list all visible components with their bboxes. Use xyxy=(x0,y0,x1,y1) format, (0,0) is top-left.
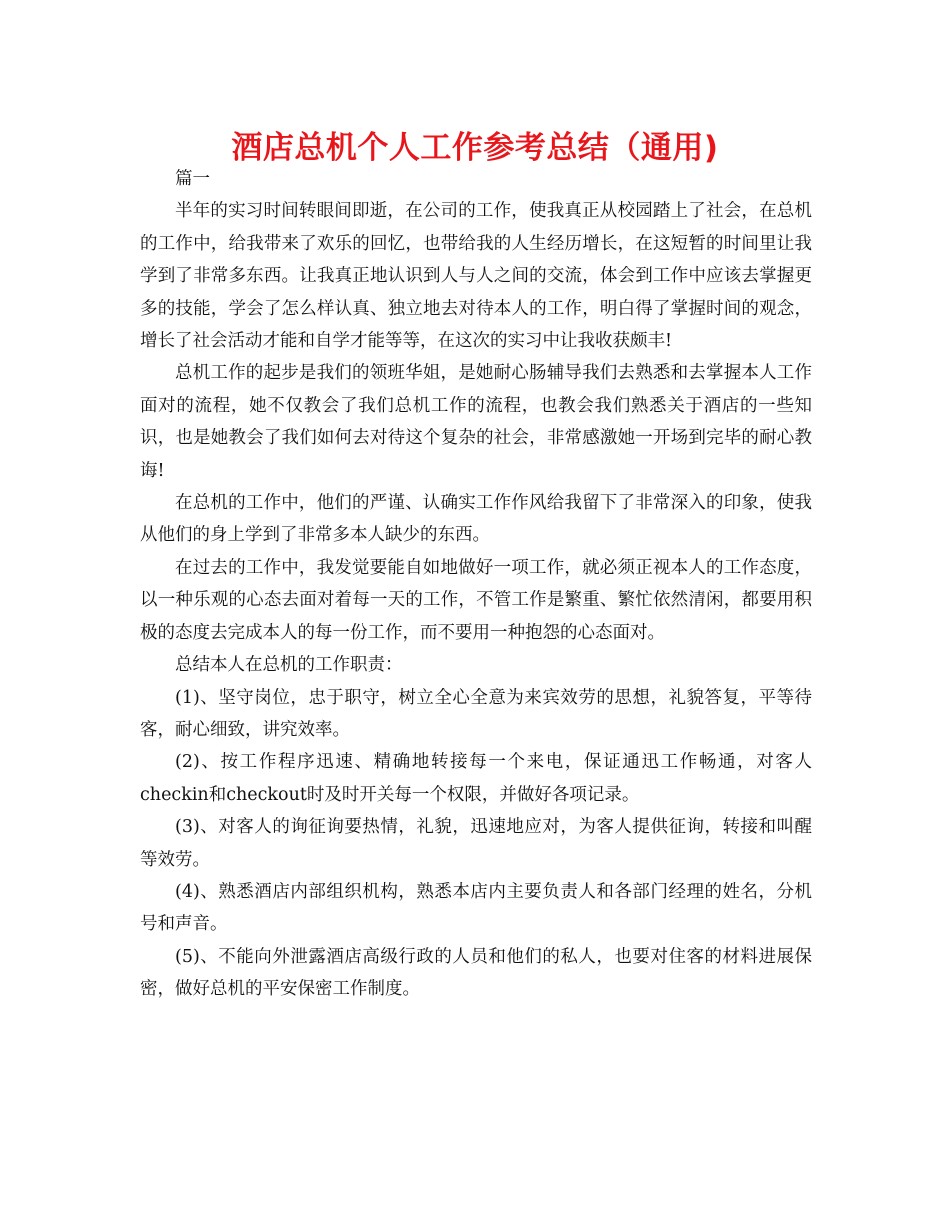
paragraph-2: 总机工作的起步是我们的领班华姐，是她耐心肠辅导我们去熟悉和去掌握本人工作面对的流程，她不仅教会了我们总机工作的流程，也教会我们熟悉关于酒店的一些知识，也是她教会了我们如何去对待这个复杂的社会，非常感激她一开场到完毕的耐心教诲! xyxy=(140,363,812,481)
duty-item-1: (1)、坚守岗位，忠于职守，树立全心全意为来宾效劳的思想，礼貌答复，平等待客，耐心细致，讲究效率。 xyxy=(140,687,812,740)
section-label: 篇一 xyxy=(175,169,210,189)
paragraph-3: 在总机的工作中，他们的严谨、认确实工作作风给我留下了非常深入的印象，使我从他们的身上学到了非常多本人缺少的东西。 xyxy=(140,493,812,546)
document-title: 酒店总机个人工作参考总结（通用) xyxy=(231,130,719,166)
duty-item-3: (3)、对客人的询征询要热情，礼貌，迅速地应对，为客人提供征询，转接和叫醒等效劳。 xyxy=(140,817,812,870)
duty-item-5: (5)、不能向外泄露酒店高级行政的人员和他们的私人，也要对住客的材料进展保密，做好总机的平安保密工作制度。 xyxy=(140,946,812,1000)
duty-item-4: (4)、熟悉酒店内部组织机构，熟悉本店内主要负责人和各部门经理的姓名，分机号和声音。 xyxy=(140,881,812,935)
document-body xyxy=(140,163,812,1006)
duty-item-2: (2)、按工作程序迅速、精确地转接每一个来电，保证通迅工作畅通，对客人checkin和checkout时及时开关每一个权限，并做好各项记录。 xyxy=(140,752,812,805)
paragraph-4: 在过去的工作中，我发觉要能自如地做好一项工作，就必须正视本人的工作态度，以一种乐观的心态去面对着每一天的工作，不管工作是繁重、繁忙依然清闲，都要用积极的态度去完成本人的每一份工作，而不要用一种抱怨的心态面对。 xyxy=(140,557,812,643)
paragraph-5: 总结本人在总机的工作职责： xyxy=(175,655,403,676)
paragraph-1: 半年的实习时间转眼间即逝，在公司的工作，使我真正从校园踏上了社会，在总机的工作中，给我带来了欢乐的回忆，也带给我的人生经历增长，在这短暂的时间里让我学到了非常多东西。让我真正地认识到人与人之间的交流，体会到工作中应该去掌握更多的技能，学会了怎么样认真、独立地去对待本人的工作，明白得了掌握时间的观念，增长了社会活动才能和自学才能等等，在这次的实习中让我收获颇丰! xyxy=(140,201,812,352)
